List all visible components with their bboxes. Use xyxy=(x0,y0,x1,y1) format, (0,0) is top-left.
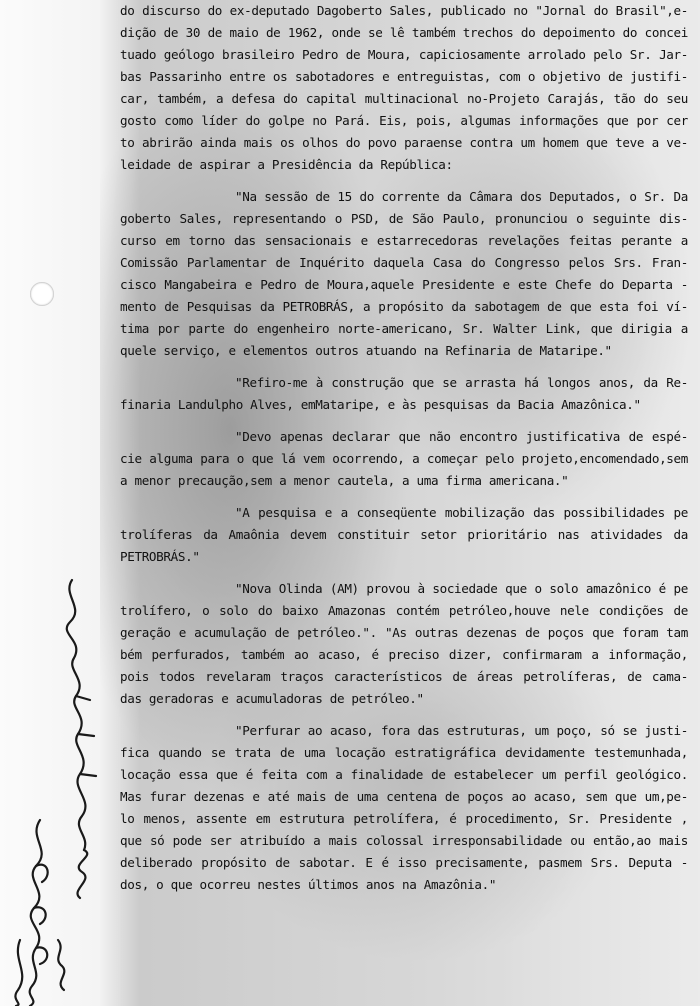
document-text xyxy=(120,0,688,896)
text-line: "Na sessão de 15 do corrente da Câmara dos Deputados, o Sr. Da xyxy=(235,189,688,204)
text-line: locação essa que é feita com a finalidade de estabelecer um perfil geológico. xyxy=(120,767,688,782)
text-line: dos, o que ocorreu nestes últimos anos na Amazônia." xyxy=(120,877,497,892)
text-line: goberto Sales, representando o PSD, de São Paulo, pronunciou o seguinte dis- xyxy=(120,211,688,226)
paragraph-intro xyxy=(120,0,688,176)
text-line: "A pesquisa e a conseqüente mobilização das possibilidades pe xyxy=(235,505,688,520)
text-line: PETROBRÁS." xyxy=(120,549,200,564)
punch-hole xyxy=(30,282,54,306)
text-line: tima por parte do engenheiro norte-americano, Sr. Walter Link, que dirigia a xyxy=(120,321,688,336)
text-line: bém perfurados, também ao acaso, é preciso dizer, confirmaram a informação, xyxy=(120,647,688,662)
text-line: car, também, a defesa do capital multinacional no-Projeto Carajás, tão do seu xyxy=(120,91,688,106)
text-line: deliberado propósito de sabotar. E é isso precisamente, pasmem Srs. Deputa - xyxy=(120,855,688,870)
text-line: Comissão Parlamentar de Inquérito daquela Casa do Congresso pelos Srs. Fran- xyxy=(120,255,688,270)
text-line: "Perfurar ao acaso, fora das estruturas, um poço, só se justi- xyxy=(235,723,688,738)
text-line: "Devo apenas declarar que não encontro justificativa de espé- xyxy=(235,429,688,444)
paragraph-quote-2 xyxy=(120,372,688,416)
paragraph-quote-5 xyxy=(120,578,688,710)
text-line: "Nova Olinda (AM) provou à sociedade que o solo amazônico é pe xyxy=(235,581,688,596)
text-line: das geradoras e acumuladoras de petróleo." xyxy=(120,691,424,706)
text-line: gosto como líder do golpe no Pará. Eis, pois, algumas informações que por cer xyxy=(120,113,688,128)
text-line: curso em torno das sensacionais e estarrecedoras revelações feitas perante a xyxy=(120,233,688,248)
text-line: trolíferas da Amaônia devem constituir setor prioritário nas atividades da xyxy=(120,527,688,542)
text-line: bas Passarinho entre os sabotadores e entreguistas, com o objetivo de justifi- xyxy=(120,69,688,84)
text-line: tuado geólogo brasileiro Pedro de Moura, capiciosamente arrolado pelo Sr. Jar- xyxy=(120,47,688,62)
text-line: dição de 30 de maio de 1962, onde se lê também trechos do depoimento do concei xyxy=(120,25,688,40)
text-line: "Refiro-me à construção que se arrasta há longos anos, da Re- xyxy=(235,375,688,390)
text-line: lo menos, assente em estrutura petrolífera, é procedimento, Sr. Presidente , xyxy=(120,811,688,826)
text-line: que só pode ser atribuído a mais colossal irresponsabilidade ou então,ao mais xyxy=(120,833,688,848)
text-line: leidade de aspirar a Presidência da República: xyxy=(120,157,453,172)
text-line: to abrirão ainda mais os olhos do povo paraense contra um homem que teve a ve- xyxy=(120,135,688,150)
text-line: trolífero, o solo do baixo Amazonas contém petróleo,houve nele condições de xyxy=(120,603,688,618)
text-line: mento de Pesquisas da PETROBRÁS, a propósito da sabotagem de que esta foi ví- xyxy=(120,299,688,314)
text-line: quele serviço, e elementos outros atuando na Refinaria de Mataripe." xyxy=(120,343,612,358)
text-line: cie alguma para o que lá vem ocorrendo, a começar pelo projeto,encomendado,sem xyxy=(120,451,688,466)
paragraph-quote-3 xyxy=(120,426,688,492)
handwritten-signature xyxy=(0,520,110,1006)
paragraph-quote-6 xyxy=(120,720,688,896)
paragraph-quote-1 xyxy=(120,186,688,362)
text-line: cisco Mangabeira e Pedro de Moura,aquele Presidente e este Chefe do Departa - xyxy=(120,277,688,292)
text-line: pois todos revelaram traços característicos de áreas petrolíferas, de cama- xyxy=(120,669,688,684)
text-line: Mas furar dezenas e até mais de uma centena de poços ao acaso, sem que um,pe- xyxy=(120,789,688,804)
paragraph-quote-4 xyxy=(120,502,688,568)
text-line: fica quando se trata de uma locação estratigráfica devidamente testemunhada, xyxy=(120,745,688,760)
text-line: a menor precaução,sem a menor cautela, a uma firma americana." xyxy=(120,473,569,488)
text-line: finaria Landulpho Alves, emMataripe, e às pesquisas da Bacia Amazônica." xyxy=(120,397,641,412)
text-line: do discurso do ex-deputado Dagoberto Sales, publicado no "Jornal do Brasil",e- xyxy=(120,3,688,18)
text-line: geração e acumulação de petróleo.". "As outras dezenas de poços que foram tam xyxy=(120,625,688,640)
